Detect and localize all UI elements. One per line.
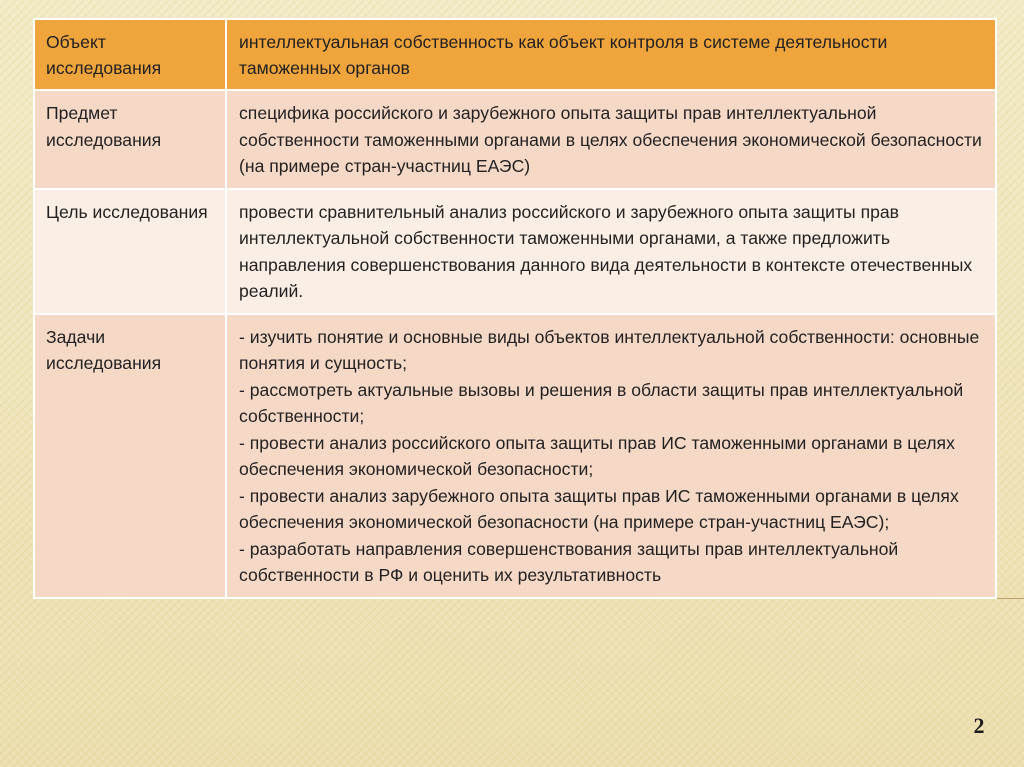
row-label: Цель исследования (34, 189, 226, 314)
row-content: специфика российского и зарубежного опыта защиты прав интеллектуальной собственности таможенными органами в целях обеспечения экономической безопасности (на примере стран-участниц ЕАЭС) (226, 90, 996, 189)
row-label: Предмет исследования (34, 90, 226, 189)
row-label: Объект исследования (34, 19, 226, 90)
table-row-tasks (34, 314, 996, 598)
task-item: - провести анализ российского опыта защиты прав ИС таможенными органами в целях обеспечения экономической безопасности; (239, 432, 955, 479)
row-label: Задачи исследования (34, 314, 226, 598)
task-item: - провести анализ зарубежного опыта защиты прав ИС таможенными органами в целях обеспечения экономической безопасности (на примере стран-участниц ЕАЭС); (239, 485, 959, 532)
decorative-rule (996, 598, 1024, 599)
table-row-object (34, 19, 996, 90)
research-table (33, 18, 997, 599)
page-number: 2 (973, 713, 985, 738)
task-item: - разработать направления совершенствования защиты прав интеллектуальной собственности в РФ и оценить их результативность (239, 538, 899, 585)
tasks-list (226, 314, 996, 598)
task-item: - рассмотреть актуальные вызовы и решения в области защиты прав интеллектуальной собственности; (239, 379, 964, 426)
table-row-subject (34, 90, 996, 189)
table-row-goal (34, 189, 996, 314)
row-content: интеллектуальная собственность как объект контроля в системе деятельности таможенных органов (226, 19, 996, 90)
row-content: провести сравнительный анализ российского и зарубежного опыта защиты прав интеллектуальной собственности таможенными органами, а также предложить направления совершенствования данного вида деятельности в контексте отечественных реалий. (226, 189, 996, 314)
task-item: - изучить понятие и основные виды объектов интеллектуальной собственности: основные понятия и сущность; (239, 326, 980, 373)
